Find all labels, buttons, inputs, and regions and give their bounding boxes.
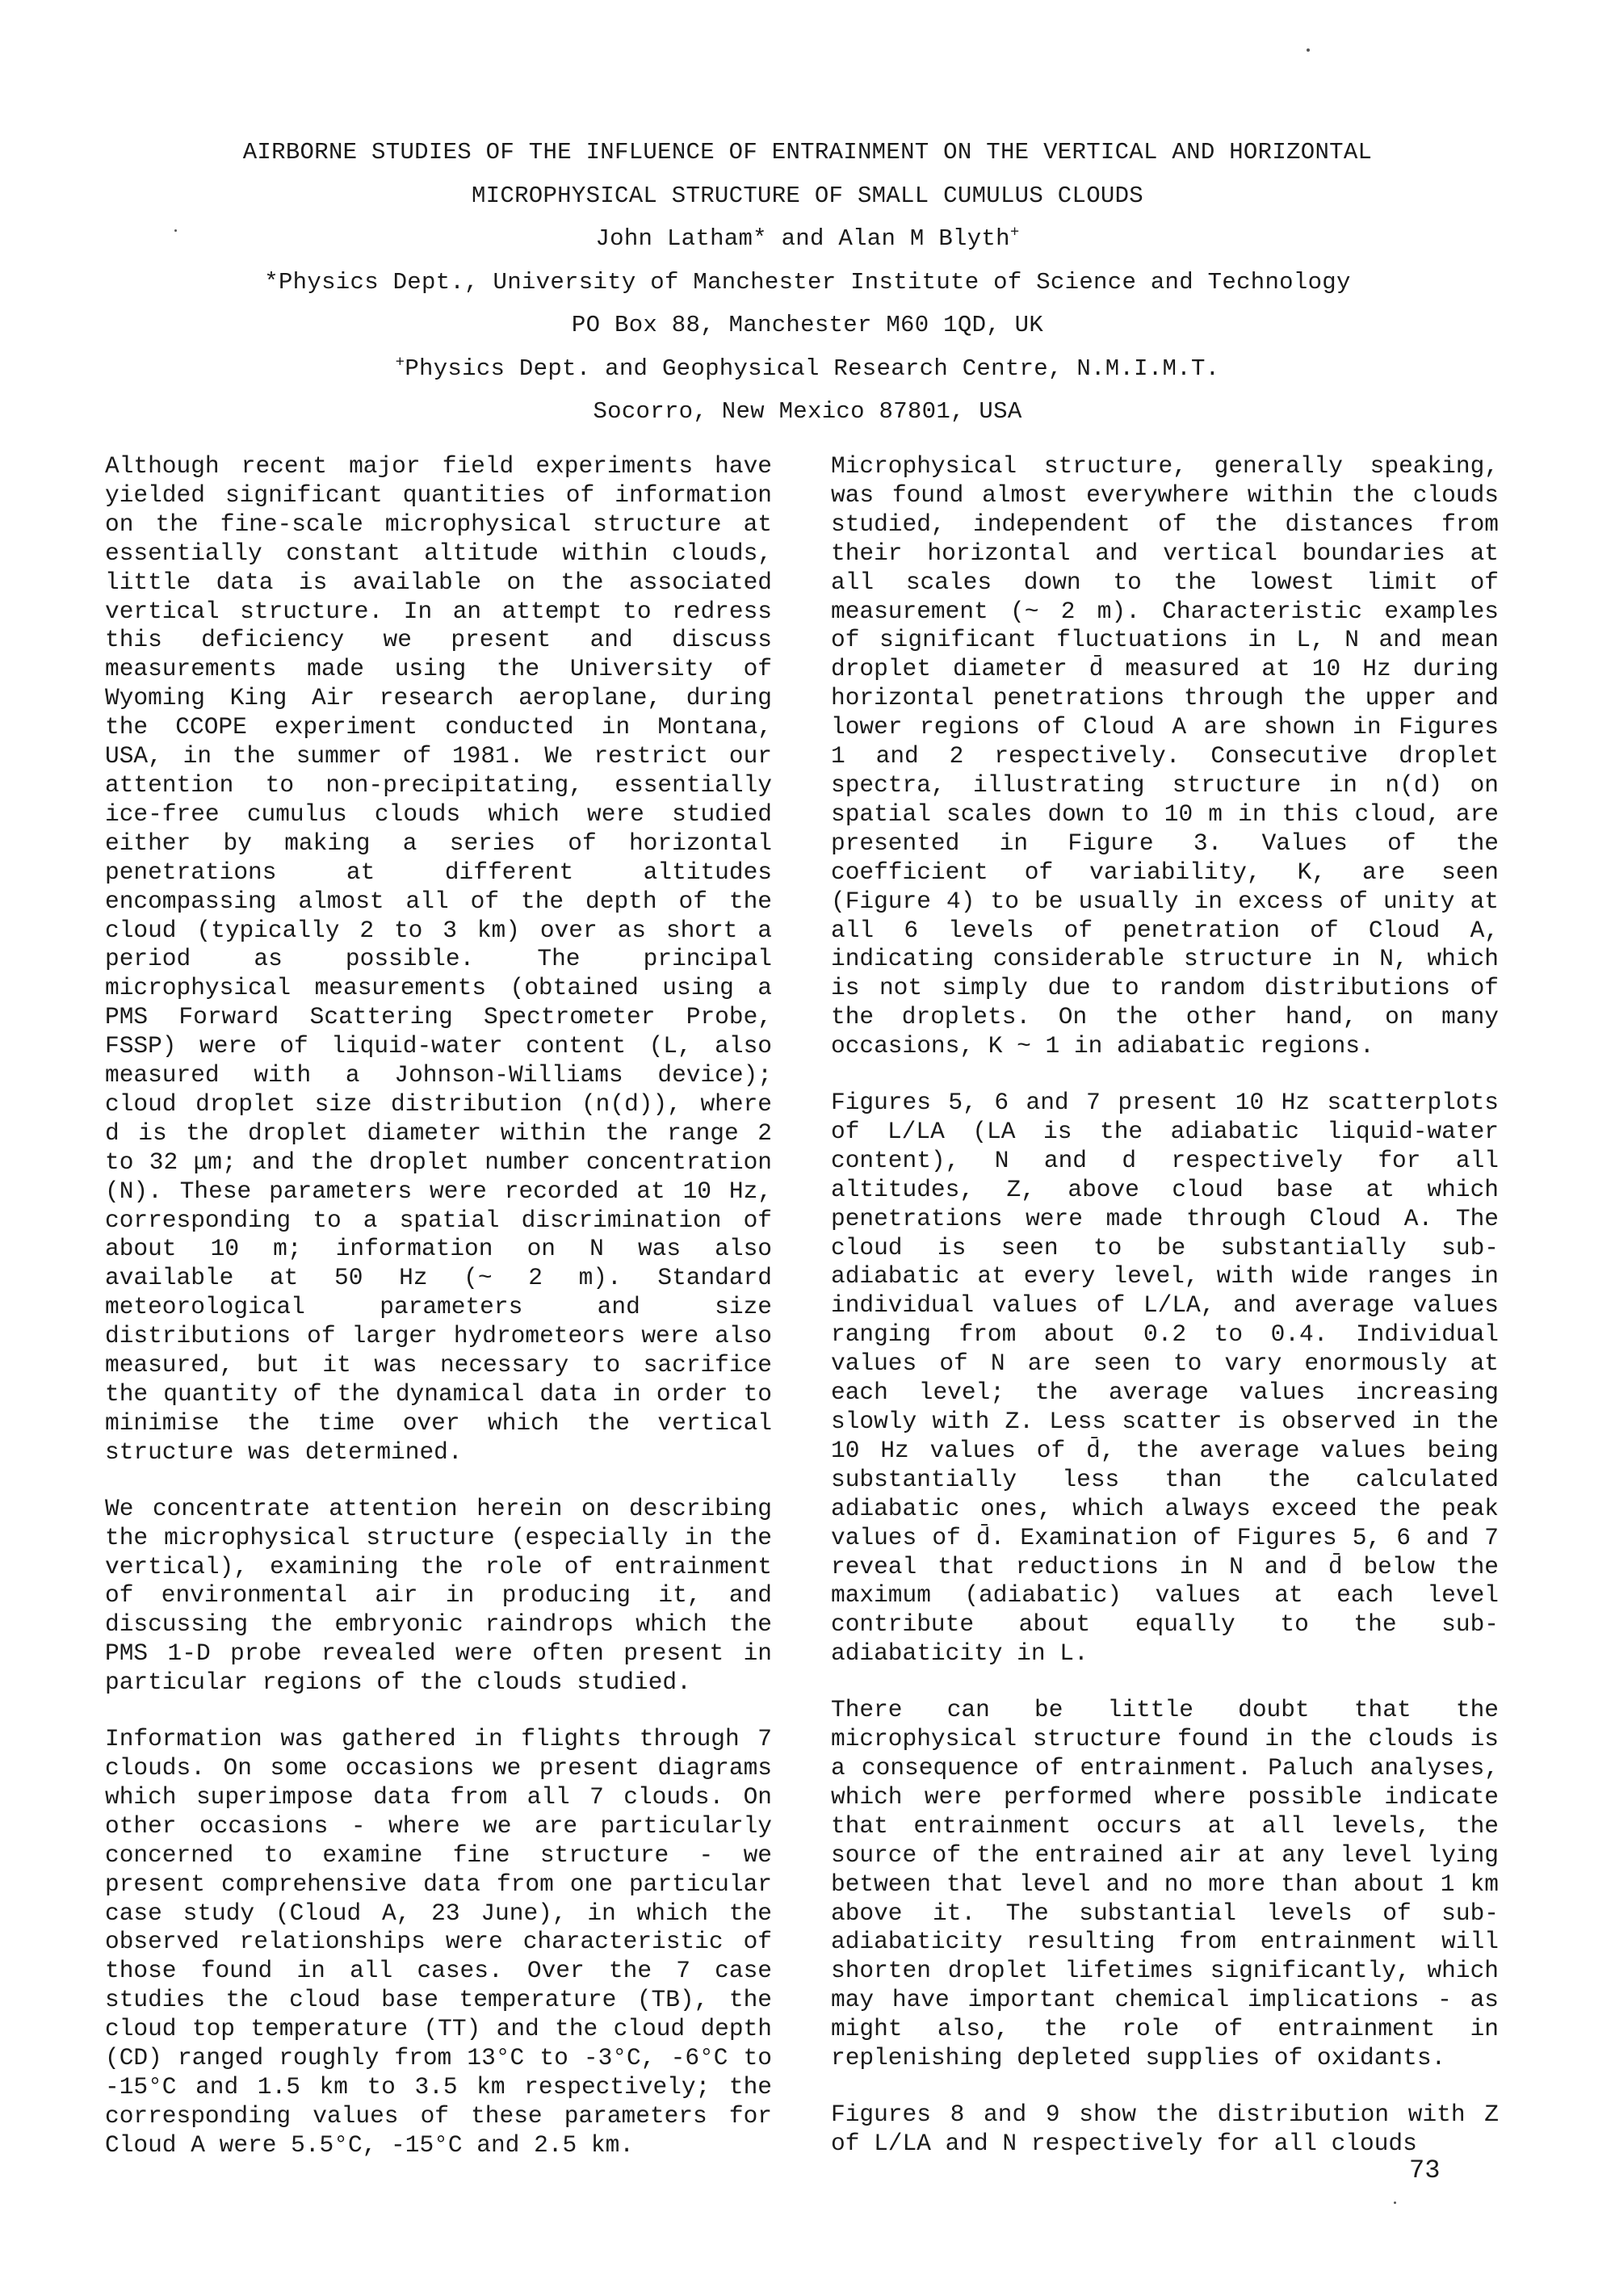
affiliation-2-line-1 bbox=[0, 347, 1615, 391]
affiliation-2-line-2: Socorro, New Mexico 87801, USA bbox=[593, 398, 1022, 425]
left-paragraph-3: Information was gathered in flights through 7 clouds. On some occasions we present diagrams which superimpose data from all 7 clouds. On other occasions - where we are particularly concerned to examine fine structure - we present comprehensive data from one particular case study (Cloud A, 23 June), in which the observed relationships were characteristic of those found in all cases. Over the 7 case studies the cloud base temperature (TB), the cloud top temperature (TT) and the cloud depth (CD) ranged roughly from 13°C to -3°C, -6°C to -15°C and 1.5 km to 3.5 km respectively; the corresponding values of these parameters for Cloud A were 5.5°C, -15°C and 2.5 km. bbox=[105, 1725, 772, 2159]
right-column bbox=[831, 452, 1499, 2186]
right-paragraph-3: There can be little doubt that the microphysical structure found in the clouds is a consequence of entrainment. Paluch analyses, which were performed where possible indicate that entrainment occurs at all levels, the source of the entrained air at any level lying between that level and no more than about 1 km above it. The substantial levels of sub-adiabaticity resulting from entrainment will shorten droplet lifetimes significantly, which may have important chemical implications - as might also, the role of entrainment in replenishing depleted supplies of oxidants. bbox=[831, 1696, 1499, 2072]
right-paragraph-4: Figures 8 and 9 show the distribution with Z of L/LA and N respectively for all clouds bbox=[831, 2100, 1499, 2157]
paper-header bbox=[0, 131, 1615, 434]
affiliation-1-line-1: *Physics Dept., University of Manchester Institute of Science and Technology bbox=[264, 268, 1351, 296]
scan-speck bbox=[1394, 2202, 1396, 2204]
left-paragraph-1: Although recent major field experiments have yielded significant quantities of information on the fine-scale microphysical structure at essentially constant altitude within clouds, little data is available on the associated vertical structure. In an attempt to redress this deficiency we present and discuss measurements made using the University of Wyoming King Air research aeroplane, during the CCOPE experiment conducted in Montana, USA, in the summer of 1981. We restrict our attention to non-precipitating, essentially ice-free cumulus clouds which were studied either by making a series of horizontal penetrations at different altitudes encompassing almost all of the depth of the cloud (typically 2 to 3 km) over as short a period as possible. The principal microphysical measurements (obtained using a PMS Forward Scattering Spectrometer Probe, FSSP) were of liquid-water content (L, also measured with a Johnson-Williams device); cloud droplet size distribution (n(d)), where d is the droplet diameter within the range 2 to 32 μm; and the droplet number concentration (N). These parameters were recorded at 10 Hz, corresponding to a spatial discrimination of about 10 m; information on N was also available at 50 Hz (~ 2 m). Standard meteorological parameters and size distributions of larger hydrometeors were also measured, but it was necessary to sacrifice the quantity of the dynamical data in order to minimise the time over which the vertical structure was determined. bbox=[105, 452, 772, 1466]
title-line-1: AIRBORNE STUDIES OF THE INFLUENCE OF ENTRAINMENT ON THE VERTICAL AND HORIZONTAL bbox=[242, 139, 1373, 166]
left-column bbox=[105, 452, 772, 2188]
title-line-2: MICROPHYSICAL STRUCTURE OF SMALL CUMULUS CLOUDS bbox=[471, 182, 1144, 209]
affiliation-1-line-2: PO Box 88, Manchester M60 1QD, UK bbox=[571, 312, 1044, 338]
right-paragraph-2: Figures 5, 6 and 7 present 10 Hz scatterplots of L/LA (LA is the adiabatic liquid-water content), N and d respectively for all altitudes, Z, above cloud base at which penetrations were made through Cloud A. The cloud is seen to be substantially sub-adiabatic at every level, with wide ranges in individual values of L/LA, and average values ranging from about 0.2 to 0.4. Individual values of N are seen to vary enormously at each level; the average values increasing slowly with Z. Less scatter is observed in the 10 Hz values of d̄, the average values being substantially less than the calculated adiabatic ones, which always exceed the peak values of d̄. Examination of Figures 5, 6 and 7 reveal that reductions in N and d̄ below the maximum (adiabatic) values at each level contribute about equally to the sub-adiabaticity in L. bbox=[831, 1089, 1499, 1668]
right-paragraph-1: Microphysical structure, generally speaking, was found almost everywhere within the clouds studied, independent of the distances from their horizontal and vertical boundaries at all scales down to the lowest limit of measurement (~ 2 m). Characteristic examples of significant fluctuations in L, N and mean droplet diameter d̄ measured at 10 Hz during horizontal penetrations through the upper and lower regions of Cloud A are shown in Figures 1 and 2 respectively. Consecutive droplet spectra, illustrating structure in n(d) on spatial scales down to 10 m in this cloud, are presented in Figure 3. Values of the coefficient of variability, K, are seen (Figure 4) to be usually in excess of unity at all 6 levels of penetration of Cloud A, indicating considerable structure in N, which is not simply due to random distributions of the droplets. On the other hand, on many occasions, K ~ 1 in adiabatic regions. bbox=[831, 452, 1499, 1060]
affiliation-2-mark: + bbox=[395, 352, 405, 371]
page-number: 73 bbox=[1409, 2155, 1441, 2185]
scan-speck bbox=[174, 229, 177, 232]
authors bbox=[0, 217, 1615, 261]
left-paragraph-2: We concentrate attention herein on describing the microphysical structure (especially in the vertical), examining the role of entrainment of environmental air in producing it, and discussing the embryonic raindrops which the PMS 1-D probe revealed were often present in particular regions of the clouds studied. bbox=[105, 1494, 772, 1697]
author-mark: + bbox=[1009, 223, 1020, 241]
scan-speck bbox=[1307, 48, 1310, 52]
author-names: John Latham* and Alan M Blyth bbox=[595, 225, 1010, 252]
affiliation-2-text: Physics Dept. and Geophysical Research Centre, N.M.I.M.T. bbox=[405, 355, 1220, 382]
